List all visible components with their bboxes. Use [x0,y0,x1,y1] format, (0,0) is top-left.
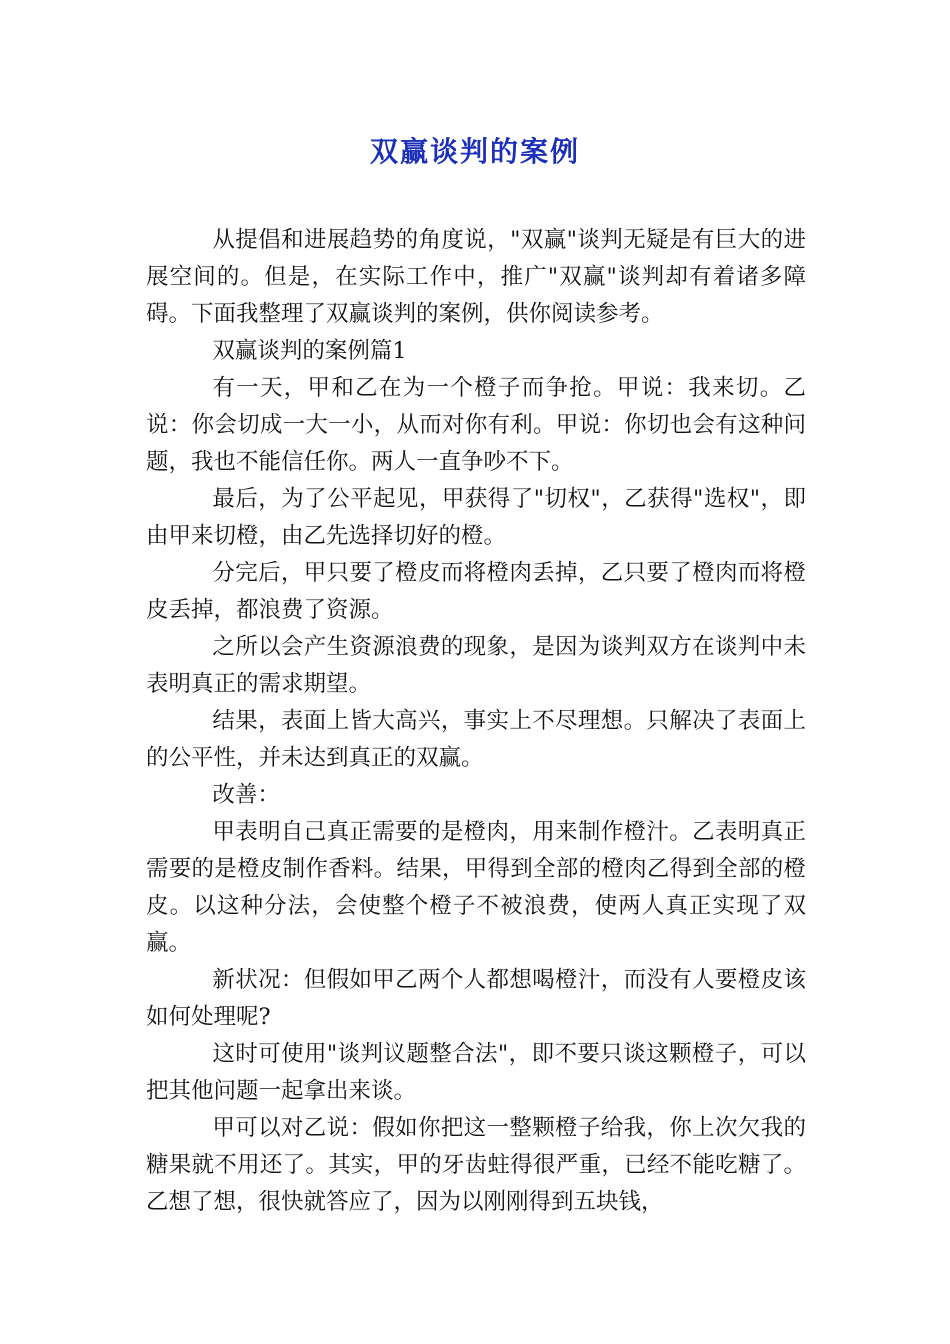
paragraph-candy-deal: 甲可以对乙说：假如你把这一整颗橙子给我，你上次欠我的糖果就不用还了。其实，甲的牙齿蛀得很严重，已经不能吃糖了。乙想了想，很快就答应了，因为以刚刚得到五块钱， [146,1115,806,1215]
paragraph-reason: 之所以会产生资源浪费的现象，是因为谈判双方在谈判中未表明真正的需求期望。 [146,634,806,697]
paragraph-new-situation: 新状况：但假如甲乙两个人都想喝橙汁，而没有人要橙皮该如何处理呢? [146,967,806,1030]
document-body [146,222,806,1221]
paragraph-case-heading: 双赢谈判的案例篇1 [212,338,407,364]
paragraph-improve-label: 改善： [212,782,280,808]
document-title: 双赢谈判的案例 [369,135,580,168]
paragraph-waste: 分完后，甲只要了橙皮而将橙肉丢掉，乙只要了橙肉而将橙皮丢掉，都浪费了资源。 [146,560,806,623]
paragraph-improve: 甲表明自己真正需要的是橙肉，用来制作橙汁。乙表明真正需要的是橙皮制作香料。结果，甲得到全部的橙肉乙得到全部的橙皮。以这种分法，会使整个橙子不被浪费，使两人真正实现了双赢。 [146,819,806,956]
paragraph-dispute: 有一天，甲和乙在为一个橙子而争抢。甲说：我来切。乙说：你会切成一大一小，从而对你有利。甲说：你切也会有这种问题，我也不能信任你。两人一直争吵不下。 [146,375,806,475]
paragraph-result: 结果，表面上皆大高兴，事实上不尽理想。只解决了表面上的公平性，并未达到真正的双赢。 [146,708,806,771]
paragraph-integration: 这时可使用"谈判议题整合法"，即不要只谈这颗橙子，可以把其他问题一起拿出来谈。 [146,1041,806,1104]
paragraph-intro: 从提倡和进展趋势的角度说，"双赢"谈判无疑是有巨大的进展空间的。但是，在实际工作中，推广"双赢"谈判却有着诸多障碍。下面我整理了双赢谈判的案例，供你阅读参考。 [146,227,806,327]
paragraph-fair-rule: 最后，为了公平起见，甲获得了"切权"，乙获得"选权"，即由甲来切橙，由乙先选择切好的橙。 [146,486,806,549]
